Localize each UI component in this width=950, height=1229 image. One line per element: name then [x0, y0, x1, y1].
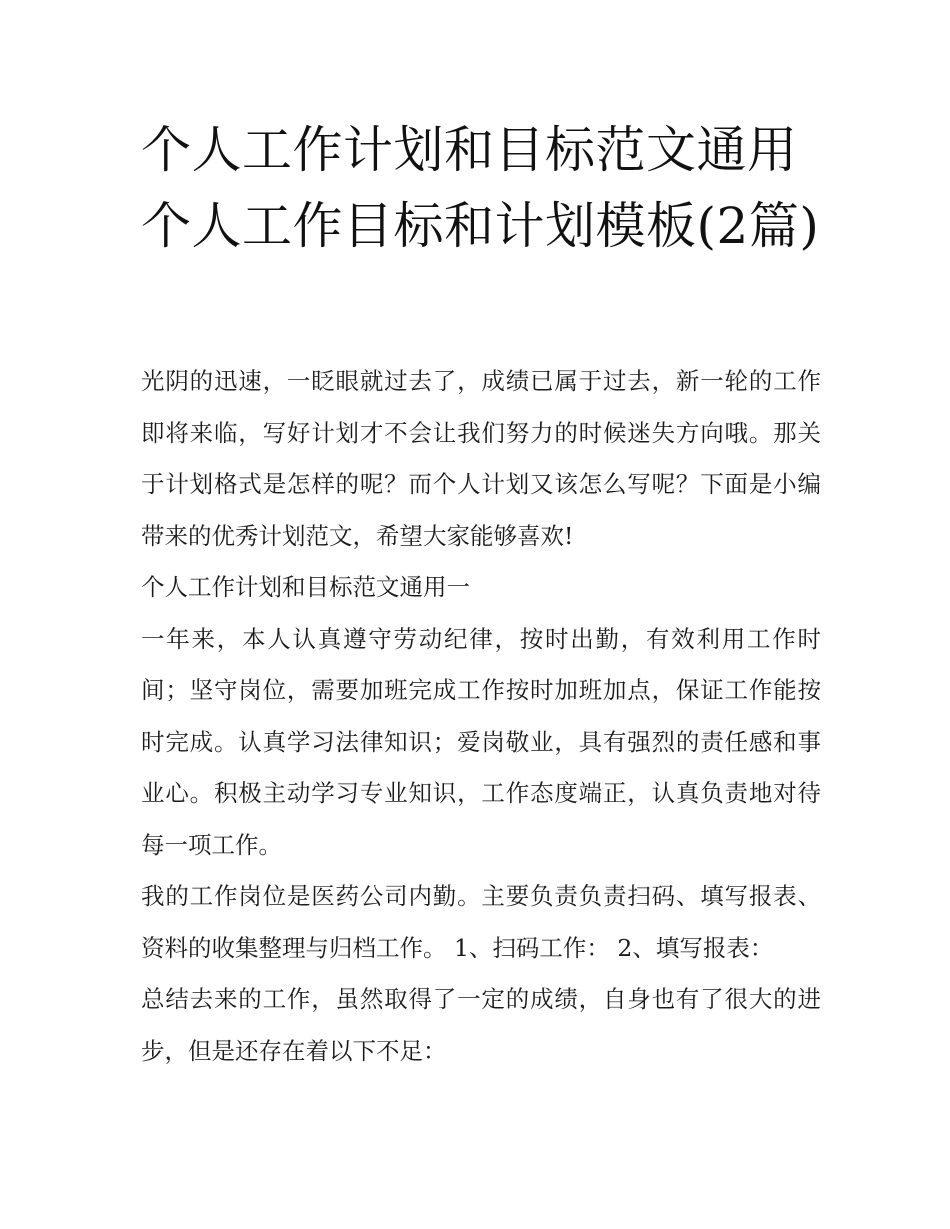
- document-title: 个人工作计划和目标范文通用个人工作目标和计划模板(2篇): [141, 121, 820, 255]
- document-body: [141, 356, 821, 1077]
- intro-paragraph: 光阴的迅速，一眨眼就过去了，成绩已属于过去，新一轮的工作即将来临，写好计划才不会让我们努力的时候迷失方向哦。那关于计划格式是怎样的呢？而个人计划又该怎么写呢？下面是小编带来的优秀计划范文，希望大家能够喜欢!: [141, 367, 821, 550]
- work-summary-paragraph: 一年来，本人认真遵守劳动纪律，按时出勤，有效利用工作时间；坚守岗位，需要加班完成工作按时加班加点，保证工作能按时完成。认真学习法律知识；爱岗敬业，具有强烈的责任感和事业心。积极主动学习专业知识，工作态度端正，认真负责地对待每一项工作。: [141, 624, 821, 859]
- section-heading: 个人工作计划和目标范文通用一: [141, 573, 470, 601]
- shortcomings-paragraph: 总结去来的工作，虽然取得了一定的成绩，自身也有了很大的进步，但是还存在着以下不足：: [141, 985, 821, 1065]
- job-duties-paragraph: 我的工作岗位是医药公司内勤。主要负责负责扫码、填写报表、资料的收集整理与归档工作。 1、扫码工作： 2、填写报表：: [141, 882, 821, 962]
